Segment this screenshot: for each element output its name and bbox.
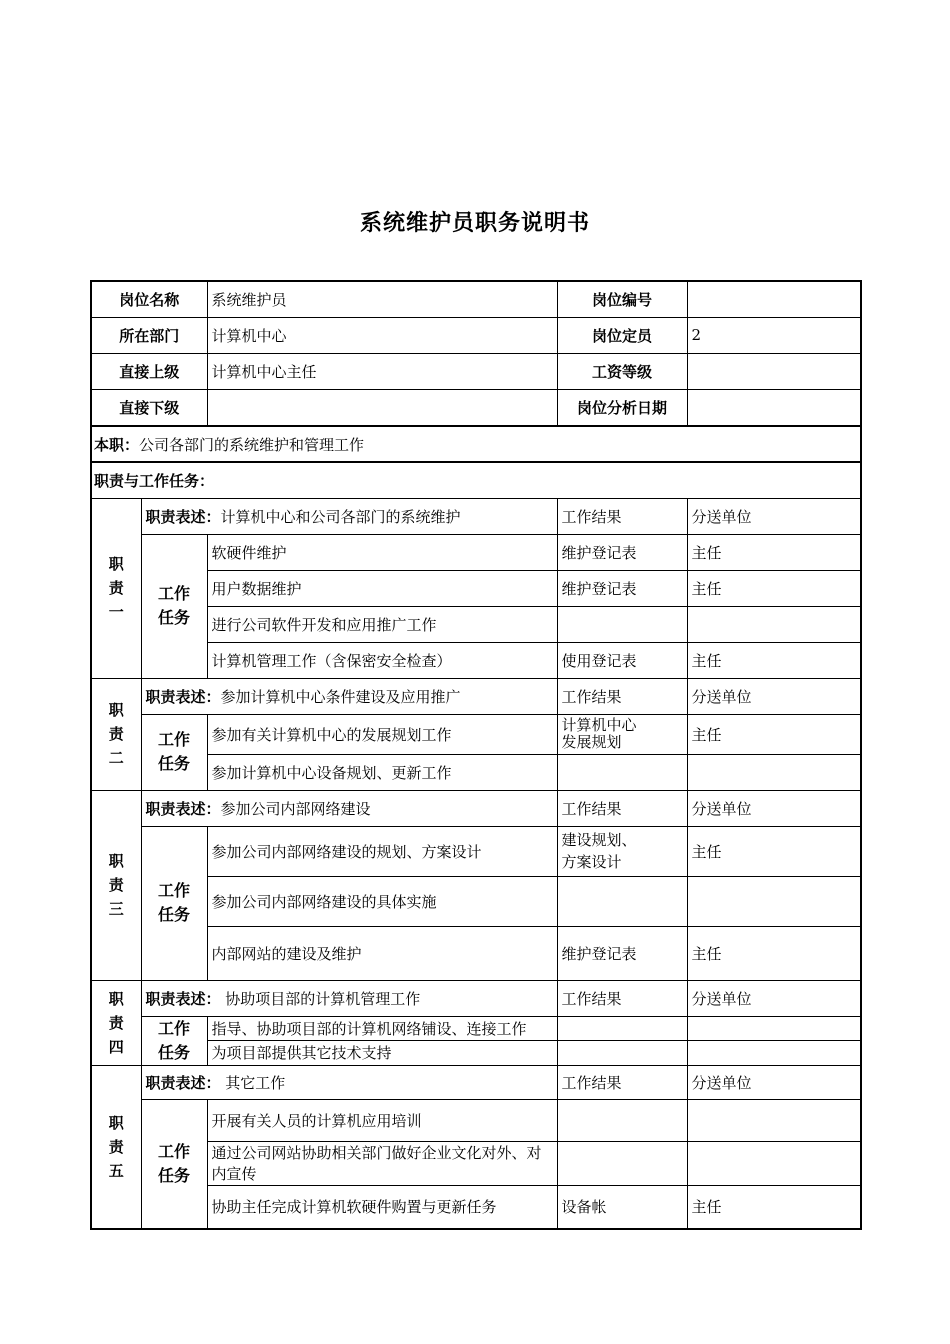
task-text: 为项目部提供其它技术支持	[207, 1041, 557, 1066]
duty-2-statement: 职责表述：参加计算机中心条件建设及应用推广	[141, 678, 557, 714]
task-result	[557, 1141, 687, 1185]
quota-label: 岗位定员	[557, 317, 687, 353]
task-text: 进行公司软件开发和应用推广工作	[207, 606, 557, 642]
dist-header: 分送单位	[687, 790, 861, 826]
analysis-date-value	[687, 389, 861, 426]
duty-5-label: 职 责 五	[91, 1065, 141, 1229]
duty-4-label: 职 责 四	[91, 980, 141, 1065]
duty-1-task-label: 工作 任务	[141, 534, 207, 678]
task-result	[557, 876, 687, 926]
duty-3-task-label: 工作 任务	[141, 826, 207, 980]
dist-header: 分送单位	[687, 1065, 861, 1099]
task-result	[557, 1099, 687, 1141]
duty-5-statement: 职责表述： 其它工作	[141, 1065, 557, 1099]
subordinate-value	[207, 389, 557, 426]
result-header: 工作结果	[557, 1065, 687, 1099]
duty-3-statement: 职责表述：参加公司内部网络建设	[141, 790, 557, 826]
task-result: 设备帐	[557, 1185, 687, 1229]
duty-2-label: 职 责 二	[91, 678, 141, 790]
task-result: 维护登记表	[557, 534, 687, 570]
task-dist	[687, 1016, 861, 1041]
task-text: 内部网站的建设及维护	[207, 926, 557, 980]
mission-row	[91, 426, 861, 462]
task-dist	[687, 606, 861, 642]
duties-heading: 职责与工作任务：	[91, 462, 861, 498]
task-dist: 主任	[687, 534, 861, 570]
duty-4-task-label: 工作 任务	[141, 1016, 207, 1065]
task-dist: 主任	[687, 570, 861, 606]
task-text: 参加有关计算机中心的发展规划工作	[207, 714, 557, 754]
task-text: 计算机管理工作（含保密安全检查）	[207, 642, 557, 678]
department-label: 所在部门	[91, 317, 207, 353]
task-dist: 主任	[687, 1185, 861, 1229]
task-result: 使用登记表	[557, 642, 687, 678]
dist-header: 分送单位	[687, 678, 861, 714]
mission-text: 公司各部门的系统维护和管理工作	[139, 435, 365, 454]
superior-label: 直接上级	[91, 353, 207, 389]
task-text: 开展有关人员的计算机应用培训	[207, 1099, 557, 1141]
task-text: 参加公司内部网络建设的规划、方案设计	[207, 826, 557, 876]
position-no-value	[687, 281, 861, 317]
task-dist	[687, 1041, 861, 1066]
job-description-table	[90, 280, 862, 1230]
result-header: 工作结果	[557, 678, 687, 714]
duty-4-statement: 职责表述： 协助项目部的计算机管理工作	[141, 980, 557, 1016]
task-dist	[687, 876, 861, 926]
position-name-label: 岗位名称	[91, 281, 207, 317]
task-text: 指导、协助项目部的计算机网络铺设、连接工作	[207, 1016, 557, 1041]
subordinate-label: 直接下级	[91, 389, 207, 426]
task-result: 建设规划、 方案设计	[557, 826, 687, 876]
department-value: 计算机中心	[207, 317, 557, 353]
salary-label: 工资等级	[557, 353, 687, 389]
result-header: 工作结果	[557, 790, 687, 826]
task-text: 用户数据维护	[207, 570, 557, 606]
task-text: 软硬件维护	[207, 534, 557, 570]
task-result	[557, 1016, 687, 1041]
result-header: 工作结果	[557, 498, 687, 534]
task-result: 维护登记表	[557, 570, 687, 606]
task-result	[557, 1041, 687, 1066]
task-dist: 主任	[687, 826, 861, 876]
duty-3-label: 职 责 三	[91, 790, 141, 980]
task-dist: 主任	[687, 926, 861, 980]
task-result: 计算机中心 发展规划	[557, 714, 687, 754]
duty-1-statement: 职责表述：计算机中心和公司各部门的系统维护	[141, 498, 557, 534]
analysis-date-label: 岗位分析日期	[557, 389, 687, 426]
page-title: 系统维护员职务说明书	[359, 211, 590, 236]
task-result	[557, 606, 687, 642]
dist-header: 分送单位	[687, 980, 861, 1016]
mission-label: 本职：	[94, 435, 140, 454]
result-header: 工作结果	[557, 980, 687, 1016]
duty-5-task-label: 工作 任务	[141, 1099, 207, 1229]
task-text: 参加计算机中心设备规划、更新工作	[207, 754, 557, 790]
task-dist	[687, 754, 861, 790]
task-text: 参加公司内部网络建设的具体实施	[207, 876, 557, 926]
quota-value: 2	[687, 317, 861, 353]
superior-value: 计算机中心主任	[207, 353, 557, 389]
task-dist	[687, 1099, 861, 1141]
task-dist: 主任	[687, 714, 861, 754]
position-name-value: 系统维护员	[207, 281, 557, 317]
duty-2-task-label: 工作 任务	[141, 714, 207, 790]
salary-value	[687, 353, 861, 389]
dist-header: 分送单位	[687, 498, 861, 534]
position-no-label: 岗位编号	[557, 281, 687, 317]
task-dist	[687, 1141, 861, 1185]
task-result	[557, 754, 687, 790]
duty-1-label: 职 责 一	[91, 498, 141, 678]
task-dist: 主任	[687, 642, 861, 678]
task-result: 维护登记表	[557, 926, 687, 980]
task-text: 通过公司网站协助相关部门做好企业文化对外、对内宣传	[207, 1141, 557, 1185]
task-text: 协助主任完成计算机软硬件购置与更新任务	[207, 1185, 557, 1229]
